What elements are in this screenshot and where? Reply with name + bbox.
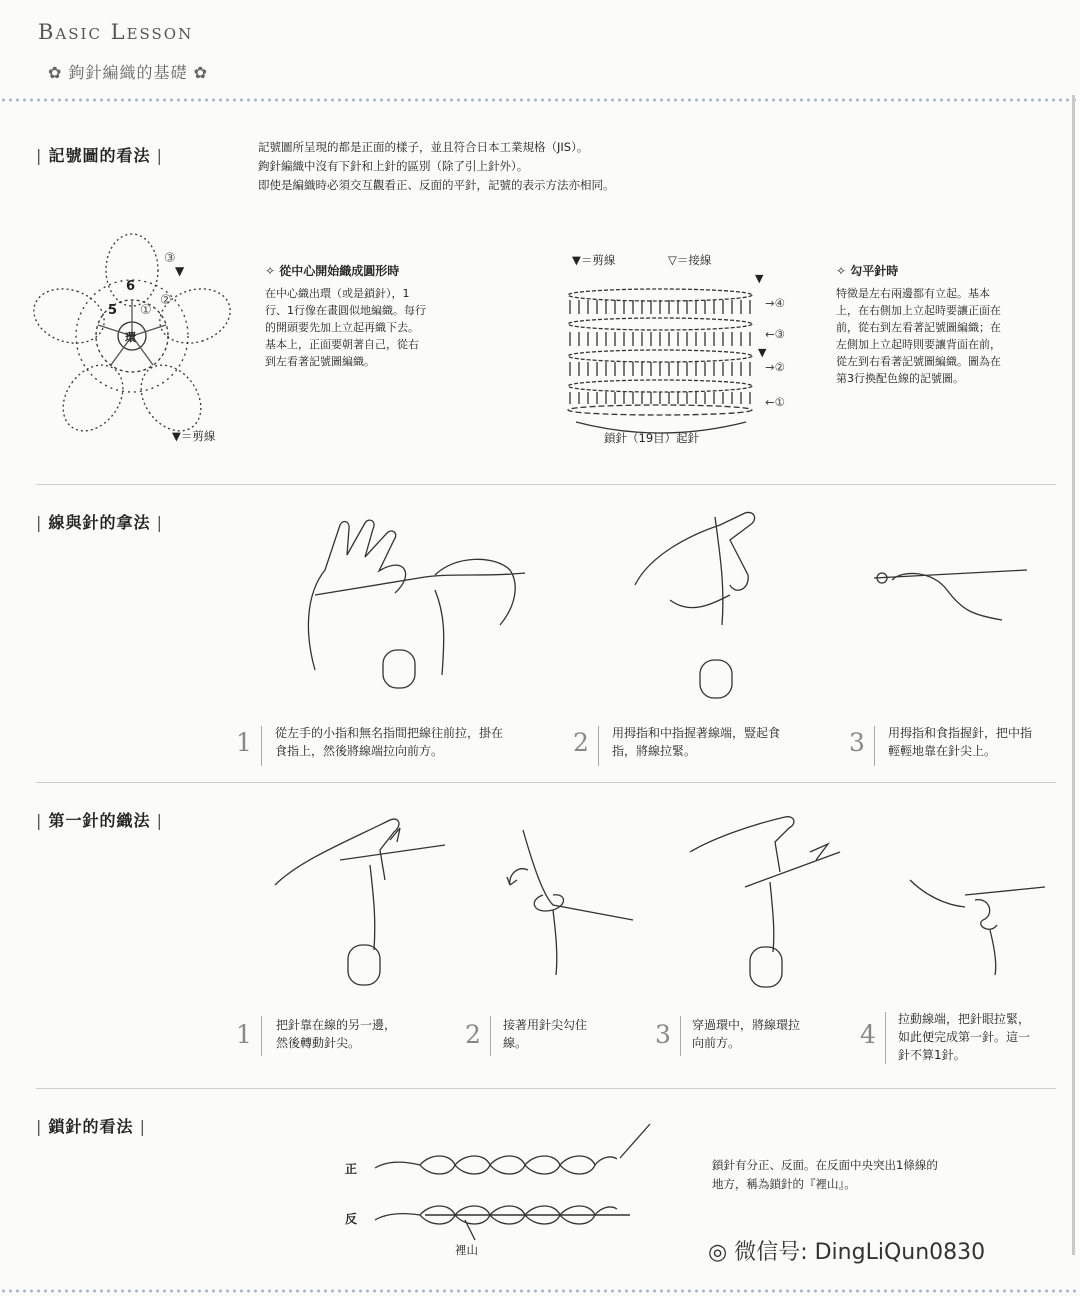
step-line: 把針靠在線的另一邊， bbox=[276, 1018, 397, 1032]
lesson-subtitle: ✿ 鉤針編織的基礎 ✿ bbox=[48, 63, 209, 82]
round-title: ✧ 從中心開始織成圓形時 bbox=[265, 264, 400, 278]
stitch-step-4-text bbox=[898, 1010, 1030, 1064]
step-bar bbox=[490, 1016, 491, 1056]
hand-holding-hook-illustration bbox=[872, 560, 1032, 630]
flower-symbol-chart bbox=[30, 228, 240, 448]
first-stitch-step1-illustration bbox=[270, 810, 450, 990]
first-stitch-step4-illustration bbox=[905, 875, 1055, 980]
cut-mark: ▼ bbox=[175, 264, 185, 278]
step-line: 拉動線端，把針眼拉緊， bbox=[898, 1012, 1031, 1026]
chain-front-label: 正 bbox=[345, 1162, 358, 1176]
step-line: 接著用針尖勾住 bbox=[503, 1018, 588, 1032]
flat-title-text: 勾平針時 bbox=[850, 264, 899, 278]
round-text bbox=[265, 285, 426, 370]
first-stitch-step2-illustration bbox=[498, 825, 643, 980]
divider bbox=[36, 484, 1056, 485]
lesson-title: Basic Lesson bbox=[38, 20, 194, 44]
section-symbol-chart-intro bbox=[258, 138, 615, 195]
flower-label-2: ② bbox=[160, 293, 172, 308]
stitch-step-num-4: 4 bbox=[860, 1020, 876, 1049]
lesson-subtitle-text: 鉤針編織的基礎 bbox=[68, 63, 188, 82]
section-symbol-chart-title: | 記號圖的看法 | bbox=[36, 143, 163, 166]
step-line: 輕輕地靠在針尖上。 bbox=[888, 744, 997, 758]
flat-line: 前，從右到左看著記號圖編織；在 bbox=[836, 321, 1001, 334]
step-bar bbox=[680, 1016, 681, 1056]
chain-line: 鎖針有分正、反面。在反面中央突出1條線的 bbox=[712, 1158, 938, 1172]
row-marker-1: ←① bbox=[765, 395, 785, 409]
step-bar bbox=[261, 1016, 262, 1056]
chain-line: 地方，稱為鎖針的『裡山』。 bbox=[712, 1177, 856, 1191]
hold-step-2-text bbox=[612, 724, 780, 760]
flat-line: 左側加上立起時則要讓背面在前， bbox=[836, 338, 1001, 351]
section-chain-title: | 鎖針的看法 | bbox=[36, 1114, 146, 1137]
first-stitch-step3-illustration bbox=[685, 812, 845, 992]
hand-holding-yarn-illustration bbox=[295, 515, 535, 715]
step-line: 用拇指和中指握著線端，豎起食 bbox=[612, 726, 781, 740]
step-line: 食指上，然後將線端拉向前方。 bbox=[275, 744, 444, 758]
flat-rows-symbol-chart bbox=[562, 272, 772, 446]
hold-step-num-2: 2 bbox=[573, 728, 589, 757]
round-line: 在中心織出環（或是鎖針），1 bbox=[265, 287, 410, 300]
hold-step-1-text bbox=[275, 724, 503, 760]
step-line: 如此便完成第一針。這一 bbox=[898, 1030, 1031, 1044]
step-bar bbox=[885, 1012, 886, 1064]
step-line: 穿過環中，將線環拉 bbox=[692, 1018, 801, 1032]
flower-label-6: 6 bbox=[126, 279, 136, 294]
row-marker-3: ←③ bbox=[765, 327, 785, 341]
hold-step-num-3: 3 bbox=[849, 728, 865, 757]
legend-join: ▽＝接線 bbox=[668, 253, 712, 267]
divider bbox=[36, 782, 1056, 783]
flower-label-5: 5 bbox=[108, 303, 118, 318]
wechat-id: 微信号: DingLiQun0830 bbox=[734, 1240, 986, 1265]
legend-cut-2: ▼＝剪線 bbox=[572, 253, 616, 267]
wechat-watermark bbox=[708, 1235, 985, 1266]
flat-title: ✧ 勾平針時 bbox=[836, 264, 899, 278]
flat-text bbox=[836, 285, 1001, 387]
wechat-icon: ◎ bbox=[708, 1240, 735, 1265]
stitch-step-3-text bbox=[692, 1016, 800, 1052]
flower-label-ring: 環 bbox=[125, 331, 136, 344]
bottom-dotted-rule bbox=[0, 1288, 1080, 1294]
section-first-stitch-title: | 第一針的織法 | bbox=[36, 808, 163, 831]
flat-line: 第3行換配色線的記號圖。 bbox=[836, 372, 964, 385]
chain-back-label: 反 bbox=[345, 1212, 358, 1226]
chain-stitch-illustration bbox=[365, 1120, 655, 1260]
step-bar bbox=[874, 726, 875, 766]
hold-step-num-1: 1 bbox=[236, 728, 252, 757]
ridge-label: 裡山 bbox=[455, 1243, 478, 1257]
flower-label-3: ③ bbox=[164, 251, 176, 266]
hand-tensioning-yarn-illustration bbox=[630, 505, 800, 705]
row-marker-4: →④ bbox=[765, 296, 785, 310]
step-line: 針不算1針。 bbox=[898, 1048, 966, 1062]
step-line: 指，將線拉緊。 bbox=[612, 744, 697, 758]
stitch-step-num-3: 3 bbox=[655, 1020, 671, 1049]
flat-line: 特徵是左右兩邊都有立起。基本 bbox=[836, 287, 990, 300]
intro-line: 即使是編織時必須交互觀看正、反面的平針，記號的表示方法亦相同。 bbox=[258, 178, 615, 192]
top-dotted-rule bbox=[0, 97, 1080, 103]
flower-label-1: ① bbox=[140, 303, 152, 318]
round-title-text: 從中心開始織成圓形時 bbox=[279, 264, 400, 278]
hold-step-3-text bbox=[888, 724, 1032, 760]
stitch-step-num-1: 1 bbox=[236, 1020, 252, 1049]
row-marker-2: →② bbox=[765, 360, 785, 374]
chain-explanation bbox=[712, 1156, 938, 1194]
stitch-step-num-2: 2 bbox=[465, 1020, 481, 1049]
row-join-mark: ▼ bbox=[758, 346, 767, 359]
step-line: 然後轉動針尖。 bbox=[276, 1036, 361, 1050]
step-bar bbox=[598, 726, 599, 766]
step-line: 從左手的小指和無名指間把線往前拉，掛在 bbox=[275, 726, 504, 740]
stitch-step-2-text bbox=[503, 1016, 587, 1052]
flat-line: 從左到右看著記號圖編織。圖為在 bbox=[836, 355, 1001, 368]
intro-line: 記號圖所呈現的都是正面的樣子，並且符合日本工業規格（JIS）。 bbox=[258, 140, 589, 154]
intro-line: 鉤針編織中沒有下針和上針的區別（除了引上針外）。 bbox=[258, 159, 529, 173]
legend-cut-1: ▼＝剪線 bbox=[172, 429, 216, 443]
round-line: 到左看著記號圖編織。 bbox=[265, 355, 375, 368]
step-line: 用拇指和食指握針，把中指 bbox=[888, 726, 1033, 740]
stitch-step-1-text bbox=[276, 1016, 396, 1052]
round-line: 基本上，正面要朝著自己，從右 bbox=[265, 338, 419, 351]
step-line: 線。 bbox=[503, 1036, 528, 1050]
divider bbox=[36, 1088, 1056, 1089]
step-bar bbox=[261, 726, 262, 766]
round-line: 的開頭要先加上立起再織下去。 bbox=[265, 321, 419, 334]
row-cut-mark: ▼ bbox=[755, 272, 764, 285]
step-line: 向前方。 bbox=[692, 1036, 741, 1050]
section-holding-title: | 線與針的拿法 | bbox=[36, 510, 163, 533]
chain-start-label: 鎖針（19目）起針 bbox=[604, 431, 700, 445]
flat-line: 上，在右側加上立起時要讓正面在 bbox=[836, 304, 1001, 317]
round-line: 行、1行像在畫圓似地編織。每行 bbox=[265, 304, 426, 317]
page-edge-rule bbox=[1072, 95, 1075, 1255]
